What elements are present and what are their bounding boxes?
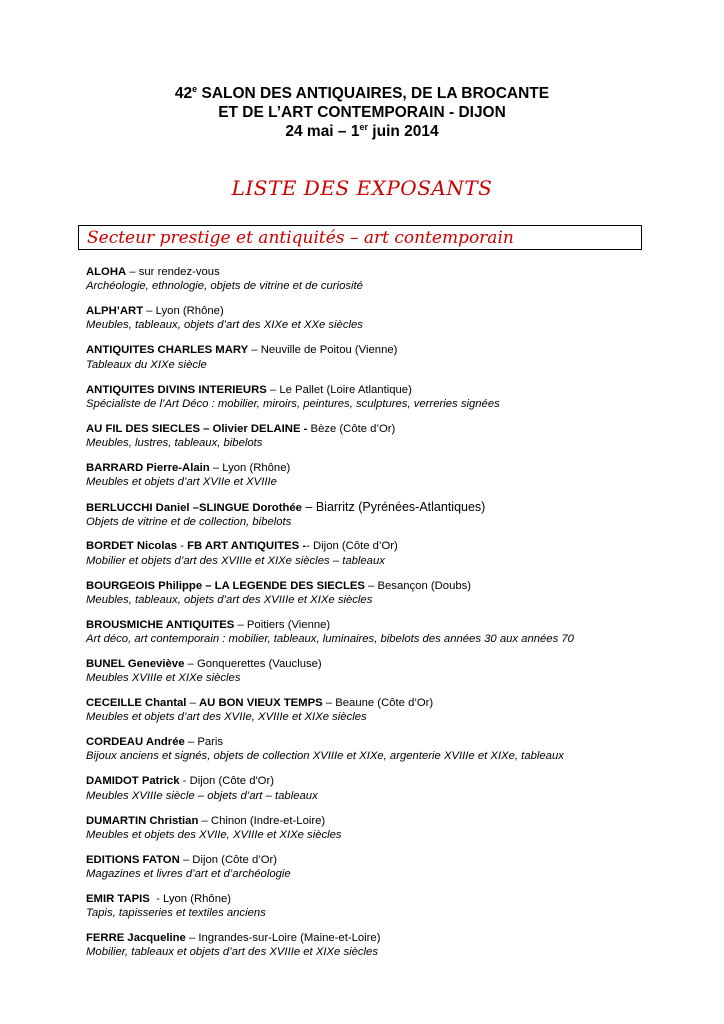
exhibitor-description: Meubles et objets d’art des XVIIe, XVIIIe et XIXe siècles <box>86 711 367 724</box>
separator: – <box>126 266 139 278</box>
exhibitor-location: sur rendez-vous <box>138 266 220 278</box>
dates-end: juin 2014 <box>367 123 439 140</box>
exhibitor-description: Meubles XVIIIe siècle – objets d’art – tableaux <box>86 789 318 802</box>
exhibitor-line <box>86 931 706 945</box>
exhibitor-line <box>86 461 706 475</box>
exhibitor-line <box>86 265 706 279</box>
exhibitor-location: Chinon (Indre-et-Loire) <box>210 814 326 827</box>
exhibitor-line <box>86 657 706 671</box>
exhibitor-location: Dijon (Côte d'Or) <box>189 775 274 788</box>
exhibitor-entry <box>86 735 706 774</box>
header-line-1-text: SALON DES ANTIQUAIRES, DE LA BROCANTE <box>197 85 550 102</box>
dates-start: 24 mai – 1 <box>285 123 360 140</box>
edition-superscript: e <box>192 84 198 94</box>
exhibitor-location: Lyon (Rhône) <box>222 461 291 474</box>
exhibitor-entry <box>86 774 706 813</box>
exhibitor-description: Objets de vitrine et de collection, bibelots <box>86 516 292 529</box>
separator: – <box>364 579 378 592</box>
exhibitor-line <box>86 422 706 436</box>
exhibitor-location: Bèze (Côte d’Or) <box>310 422 396 435</box>
separator: - <box>149 893 163 905</box>
exhibitor-name: ALOHA <box>86 266 127 278</box>
header-line-2: ET DE L’ART CONTEMPORAIN - DIJON <box>218 104 506 121</box>
exhibitor-business-name: AU BON VIEUX TEMPS <box>199 697 323 710</box>
exhibitor-name: EMIR TAPIS <box>86 893 150 905</box>
separator: - <box>177 540 188 553</box>
exhibitor-name: BARRARD Pierre-Alain <box>86 461 210 474</box>
exhibitor-name: BROUSMICHE ANTIQUITES <box>86 618 235 631</box>
exhibitor-entry <box>86 931 706 970</box>
exhibitor-line <box>86 539 706 553</box>
exhibitor-name: EDITIONS FATON <box>86 853 180 866</box>
exhibitor-location: Paris <box>197 736 224 749</box>
exhibitor-description: Art déco, art contemporain : mobilier, tableaux, luminaires, bibelots des années 30 aux années 70 <box>86 632 574 645</box>
exhibitor-entry <box>86 343 706 382</box>
exhibitor-name: DUMARTIN Christian <box>86 814 199 827</box>
exhibitor-name: AU FIL DES SIECLES – Olivier DELAINE - <box>86 422 308 435</box>
exhibitor-description: Bijoux anciens et signés, objets de collection XVIIIe et XIXe, argenterie XVIIIe et XIXe, tableaux <box>86 750 564 763</box>
exhibitor-description: Archéologie, ethnologie, objets de vitrine et de curiosité <box>86 280 363 293</box>
sector-heading: Secteur prestige et antiquités – art contemporain <box>78 225 642 250</box>
exhibitor-name: DAMIDOT Patrick <box>86 775 180 788</box>
exhibitor-description: Meubles, tableaux, objets d’art des XVIIIe et XIXe siècles <box>86 593 373 606</box>
exhibitor-description: Magazines et livres d’art et d’archéologie <box>86 868 291 881</box>
exhibitor-entry <box>86 814 706 853</box>
separator: – <box>186 697 199 710</box>
exhibitor-entry <box>86 304 706 343</box>
exhibitor-line <box>86 343 706 357</box>
exhibitor-description: Mobilier, tableaux et objets d’art des XVIIIe et XIXe siècles <box>86 946 378 959</box>
exhibitor-entry <box>86 461 706 500</box>
exhibitor-name: BOURGEOIS Philippe – LA LEGENDE DES SIECLES <box>86 579 365 592</box>
exhibitor-list <box>86 265 706 970</box>
exhibitor-line <box>86 814 706 828</box>
exhibitor-location: Biarritz (Pyrénées-Atlantiques) <box>315 500 486 515</box>
exhibitor-line <box>86 304 706 318</box>
exhibitor-line <box>86 735 706 749</box>
exhibitor-description: Mobilier et objets d’art des XVIIIe et XIXe siècles – tableaux <box>86 554 385 567</box>
exhibitor-line <box>86 892 706 906</box>
exhibitor-description: Meubles, lustres, tableaux, bibelots <box>86 436 263 449</box>
exhibitor-entry <box>86 265 706 304</box>
exhibitor-entry <box>86 383 706 422</box>
exhibitor-entry <box>86 657 706 696</box>
separator: – <box>198 814 211 827</box>
exhibitor-location: Dijon (Côte d’Or) <box>192 853 278 866</box>
exhibitor-entry <box>86 500 706 539</box>
exhibitor-location: Poitiers (Vienne) <box>246 618 331 631</box>
exhibitor-description: Tapis, tapisseries et textiles anciens <box>86 907 266 920</box>
separator: – <box>234 618 247 631</box>
separator: – <box>184 736 198 749</box>
exhibitor-entry <box>86 853 706 892</box>
exhibitor-location: Lyon (Rhône) <box>155 305 224 318</box>
exhibitor-line <box>86 500 706 515</box>
exhibitor-name: ALPH’ART <box>86 305 144 318</box>
exhibitor-name: BORDET Nicolas <box>86 540 178 553</box>
separator: – <box>322 697 336 710</box>
exhibitor-entry <box>86 579 706 618</box>
exhibitor-line <box>86 579 706 593</box>
separator: – <box>301 500 316 515</box>
exhibitor-description: Tableaux du XIXe siècle <box>86 358 207 371</box>
exhibitor-description: Meubles et objets des XVIIe, XVIIIe et XIXe siècles <box>86 828 342 841</box>
edition-number: 42 <box>174 85 193 102</box>
separator: – <box>184 657 197 670</box>
header-line-1 <box>0 84 724 103</box>
exhibitor-line <box>86 853 706 867</box>
exhibitor-location: Neuville de Poitou (Vienne) <box>260 344 398 357</box>
exhibitor-location: Dijon (Côte d’Or) <box>313 540 398 553</box>
exhibitor-name: CECEILLE Chantal <box>86 697 187 710</box>
separator: – <box>179 853 193 866</box>
exhibitor-description: Meubles, tableaux, objets d’art des XIXe et XXe siècles <box>86 319 363 332</box>
exhibitor-name: BERLUCCHI Daniel –SLINGUE Dorothée <box>86 502 302 515</box>
header-line-3 <box>0 122 724 141</box>
separator: – <box>248 344 261 357</box>
exhibitor-name: ANTIQUITES DIVINS INTERIEURS <box>86 383 267 396</box>
exhibitor-name: BUNEL Geneviève <box>86 657 185 670</box>
separator: – <box>143 305 156 318</box>
exhibitor-line <box>86 696 706 710</box>
exhibitor-location: Beaune (Côte d’Or) <box>335 697 434 710</box>
exhibitor-entry <box>86 539 706 578</box>
separator: – <box>185 932 199 945</box>
exhibitor-description: Meubles XVIIIe et XIXe siècles <box>86 672 241 685</box>
exhibitor-location: Lyon (Rhône) <box>163 893 232 905</box>
separator: – <box>209 461 223 474</box>
separator: - <box>306 540 314 553</box>
exhibitor-description: Meubles et objets d’art XVIIe et XVIIIe <box>86 476 277 489</box>
exhibitor-line <box>86 774 706 788</box>
exhibitor-entry <box>86 696 706 735</box>
exhibitor-location: Ingrandes-sur-Loire (Maine-et-Loire) <box>198 932 381 945</box>
page-title: LISTE DES EXPOSANTS <box>231 176 493 200</box>
separator: – <box>266 383 280 396</box>
exhibitor-business-name: FB ART ANTIQUITES - <box>187 540 307 553</box>
separator: - <box>179 775 190 788</box>
exhibitor-entry <box>86 422 706 461</box>
exhibitor-entry <box>86 618 706 657</box>
document-header <box>0 84 724 141</box>
exhibitor-name: ANTIQUITES CHARLES MARY <box>86 344 249 357</box>
dates-superscript: er <box>359 122 368 132</box>
exhibitor-name: FERRE Jacqueline <box>86 932 186 945</box>
exhibitor-description: Spécialiste de l’Art Déco : mobilier, miroirs, peintures, sculptures, verreries signées <box>86 397 500 410</box>
exhibitor-line <box>86 383 706 397</box>
exhibitor-location: Le Pallet (Loire Atlantique) <box>279 383 412 396</box>
exhibitor-entry <box>86 892 706 931</box>
exhibitor-line <box>86 618 706 632</box>
exhibitor-location: Gonquerettes (Vaucluse) <box>196 657 322 670</box>
exhibitor-name: CORDEAU Andrée <box>86 736 185 749</box>
exhibitor-location: Besançon (Doubs) <box>377 579 472 592</box>
